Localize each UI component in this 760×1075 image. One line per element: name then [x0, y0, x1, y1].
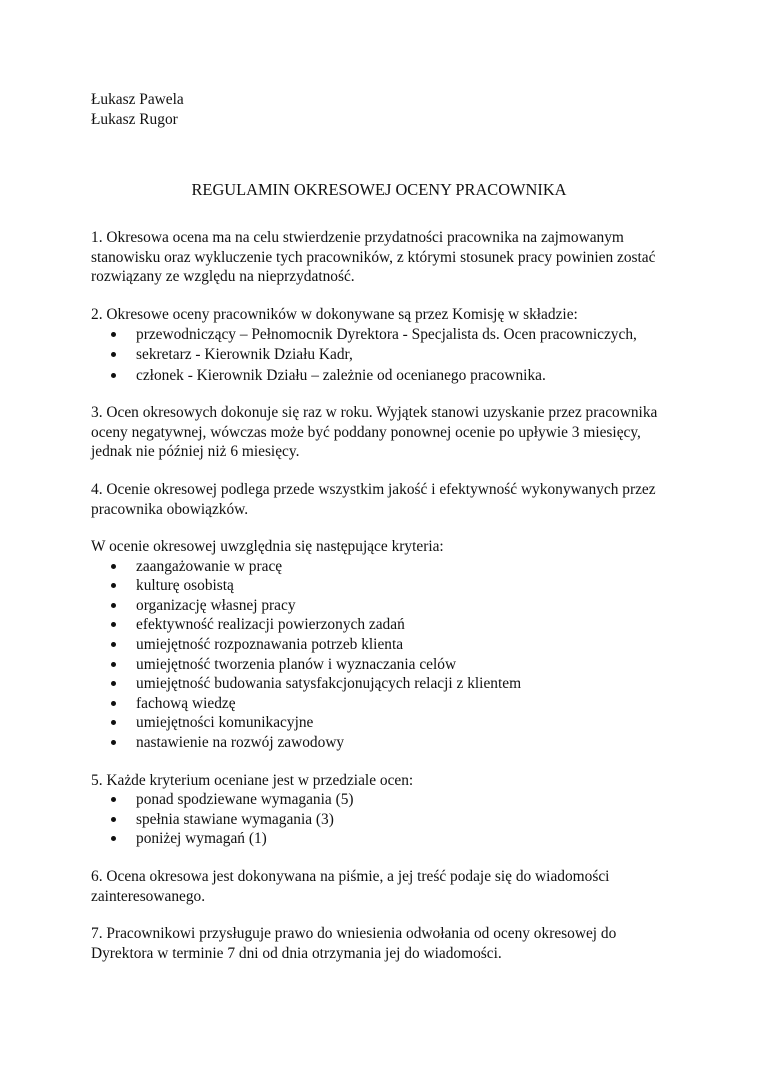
bullet-icon: [111, 701, 116, 706]
author-name: Łukasz Pawela: [91, 91, 184, 108]
bullet-icon: [111, 720, 116, 725]
bullet-icon: [111, 603, 116, 608]
list-item-text: organizację własnej pracy: [136, 596, 296, 614]
list-item: [91, 733, 681, 753]
bullet-icon: [111, 817, 116, 822]
list-item: [91, 635, 681, 655]
author-name: Łukasz Rugor: [91, 110, 178, 128]
list-item-text: umiejętność rozpoznawania potrzeb klienta: [136, 636, 404, 654]
list-item: [91, 829, 681, 849]
bullet-icon: [111, 740, 116, 745]
list-item-text: spełnia stawiane wymagania (3): [136, 810, 334, 828]
paragraph-7: 7. Pracownikowi przysługuje prawo do wniesienia odwołania od oceny okresowej do Dyrektora w terminie 7 dni od dnia otrzymania jej do wiadomości.: [91, 925, 617, 962]
list-item-text: umiejętność tworzenia planów i wyznaczania celów: [136, 655, 457, 673]
criteria-list: [91, 557, 681, 753]
bullet-icon: [111, 564, 116, 569]
paragraph-1: 1. Okresowa ocena ma na celu stwierdzenie przydatności pracownika na zajmowanym stanowisku oraz wykluczenie tych pracowników, z którymi stosunek pracy powinien zostać rozwiązany ze względu na nieprzydatność.: [91, 229, 656, 286]
paragraph-3: 3. Ocen okresowych dokonuje się raz w roku. Wyjątek stanowi uzyskanie przez pracownika oceny negatywnej, wówczas może być poddany ponownej ocenie po upływie 3 miesięcy, jednak nie później niż 6 miesięcy.: [91, 404, 658, 461]
commission-list: [91, 325, 681, 386]
list-item: [91, 615, 681, 635]
bullet-icon: [111, 642, 116, 647]
list-item-text: kulturę osobistą: [136, 577, 234, 595]
list-item-text: zaangażowanie w pracę: [136, 557, 283, 575]
list-item: [91, 576, 681, 596]
list-item-text: ponad spodziewane wymagania (5): [136, 791, 354, 809]
criteria-intro: W ocenie okresowej uwzględnia się następujące kryteria:: [91, 538, 444, 556]
list-item: [91, 366, 681, 386]
paragraph-6: 6. Ocena okresowa jest dokonywana na piśmie, a jej treść podaje się do wiadomości zainteresowanego.: [91, 868, 610, 905]
list-item: [91, 345, 681, 365]
bullet-icon: [111, 373, 116, 378]
list-item-text: efektywność realizacji powierzonych zadań: [136, 616, 405, 634]
list-item: [91, 694, 681, 714]
bullet-icon: [111, 622, 116, 627]
bullet-icon: [111, 352, 116, 357]
list-item: [91, 713, 681, 733]
paragraph-5-intro: 5. Każde kryterium oceniane jest w przedziale ocen:: [91, 771, 414, 789]
list-item: [91, 655, 681, 675]
list-item-text: przewodniczący – Pełnomocnik Dyrektora - Specjalista ds. Ocen pracowniczych,: [136, 325, 637, 343]
list-item: [91, 557, 681, 577]
bullet-icon: [111, 681, 116, 686]
bullet-icon: [111, 332, 116, 337]
list-item: [91, 810, 681, 830]
bullet-icon: [111, 662, 116, 667]
list-item: [91, 325, 681, 345]
paragraph-2-intro: 2. Okresowe oceny pracowników w dokonywane są przez Komisję w składzie:: [91, 305, 578, 323]
rating-scale-list: [91, 790, 681, 849]
list-item: [91, 596, 681, 616]
bullet-icon: [111, 836, 116, 841]
list-item-text: nastawienie na rozwój zawodowy: [136, 734, 345, 752]
list-item: [91, 790, 681, 810]
list-item-text: poniżej wymagań (1): [136, 830, 267, 848]
list-item-text: umiejętność budowania satysfakcjonujących relacji z klientem: [136, 675, 522, 693]
list-item-text: umiejętności komunikacyjne: [136, 714, 314, 732]
bullet-icon: [111, 797, 116, 802]
list-item: [91, 674, 681, 694]
list-item-text: fachową wiedzę: [136, 694, 236, 712]
document-title: REGULAMIN OKRESOWEJ OCENY PRACOWNIKA: [191, 180, 567, 200]
document-page: [91, 90, 681, 963]
list-item-text: członek - Kierownik Działu – zależnie od ocenianego pracownika.: [136, 366, 546, 384]
bullet-icon: [111, 583, 116, 588]
list-item-text: sekretarz - Kierownik Działu Kadr,: [136, 346, 353, 364]
paragraph-4: 4. Ocenie okresowej podlega przede wszystkim jakość i efektywność wykonywanych przez pracownika obowiązków.: [91, 480, 656, 518]
